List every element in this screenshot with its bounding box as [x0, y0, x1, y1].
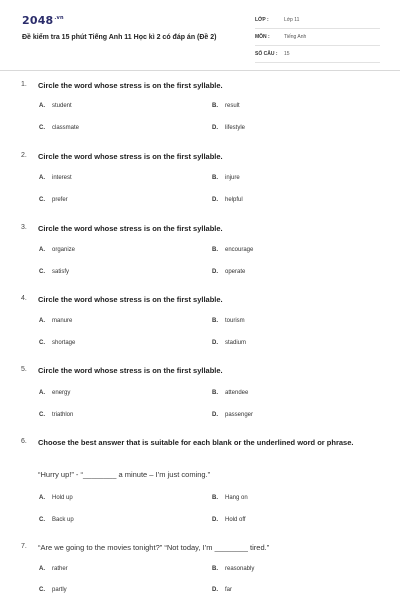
meta-class-label: LỚP :	[255, 17, 269, 23]
option-text: passenger	[225, 412, 254, 418]
meta-count-row	[255, 49, 380, 63]
question-number: 7.	[21, 543, 27, 550]
option-c[interactable]	[39, 269, 69, 281]
meta-class-value: Lớp 11	[284, 17, 300, 23]
option-letter: D.	[212, 412, 218, 418]
option-letter: B.	[212, 175, 218, 181]
logo-main: 2048	[22, 14, 54, 27]
option-a[interactable]	[39, 247, 75, 259]
option-letter: D.	[212, 125, 218, 131]
option-text: satisfy	[52, 269, 70, 275]
option-b[interactable]	[212, 495, 248, 507]
meta-class-row	[255, 15, 380, 29]
option-text: student	[52, 103, 72, 109]
option-text: interest	[52, 175, 72, 181]
page-header	[0, 0, 400, 71]
option-letter: B.	[212, 318, 218, 324]
option-text: reasonably	[225, 566, 255, 572]
logo-suffix: .vn	[54, 15, 64, 22]
option-text: triathlon	[52, 412, 74, 418]
document-title: Đề kiểm tra 15 phút Tiếng Anh 11 Học kì 2 có đáp án (Đề 2)	[22, 34, 217, 41]
option-d[interactable]	[212, 412, 253, 424]
option-a[interactable]	[39, 495, 73, 507]
option-letter: D.	[212, 340, 218, 346]
question-sentence: “Hurry up!” - “________ a minute – I’m just coming.”	[38, 470, 211, 479]
question-text: Circle the word whose stress is on the first syllable.	[38, 366, 223, 375]
option-a[interactable]	[39, 390, 70, 402]
option-letter: D.	[212, 587, 218, 593]
option-text: classmate	[52, 125, 80, 131]
option-text: tourism	[225, 318, 245, 324]
option-letter: B.	[212, 247, 218, 253]
option-letter: A.	[39, 103, 45, 109]
option-text: far	[225, 587, 233, 593]
option-text: partly	[52, 587, 67, 593]
option-d[interactable]	[212, 125, 245, 137]
option-text: organize	[52, 247, 76, 253]
option-letter: A.	[39, 566, 45, 572]
question-text: Circle the word whose stress is on the first syllable.	[38, 224, 223, 233]
option-text: result	[225, 103, 240, 109]
option-letter: D.	[212, 269, 218, 275]
option-letter: A.	[39, 175, 45, 181]
option-a[interactable]	[39, 103, 72, 115]
option-text: injure	[225, 175, 240, 181]
option-c[interactable]	[39, 587, 67, 599]
option-b[interactable]	[212, 175, 240, 187]
option-d[interactable]	[212, 197, 243, 209]
option-letter: B.	[212, 390, 218, 396]
meta-subject-label: MÔN :	[255, 34, 270, 40]
option-c[interactable]	[39, 412, 73, 424]
option-letter: B.	[212, 566, 218, 572]
option-letter: C.	[39, 340, 45, 346]
meta-subject-value: Tiếng Anh	[284, 34, 307, 40]
option-text: stadium	[225, 340, 247, 346]
meta-subject-row	[255, 32, 380, 46]
option-a[interactable]	[39, 566, 68, 578]
option-c[interactable]	[39, 340, 75, 352]
option-d[interactable]	[212, 517, 246, 529]
option-c[interactable]	[39, 197, 68, 209]
option-text: Hang on	[225, 495, 248, 501]
question-text: Choose the best answer that is suitable for each blank or the underlined word or phrase.	[38, 438, 354, 447]
question-text: Circle the word whose stress is on the first syllable.	[38, 295, 223, 304]
option-text: energy	[52, 390, 71, 396]
option-text: prefer	[52, 197, 68, 203]
site-logo[interactable]	[22, 14, 64, 27]
option-letter: C.	[39, 587, 45, 593]
question-number: 5.	[21, 366, 27, 373]
option-text: rather	[52, 566, 68, 572]
option-c[interactable]	[39, 517, 74, 529]
option-letter: B.	[212, 103, 218, 109]
option-text: shortage	[52, 340, 76, 346]
question-number: 4.	[21, 295, 27, 302]
option-letter: C.	[39, 125, 45, 131]
option-text: lifestyle	[225, 125, 246, 131]
question-text: “Are we going to the movies tonight?” “Not today, I’m ________ tired.”	[38, 543, 270, 552]
quiz-meta	[255, 15, 380, 66]
option-b[interactable]	[212, 103, 240, 115]
option-text: Hold up	[52, 495, 73, 501]
option-d[interactable]	[212, 587, 232, 599]
option-b[interactable]	[212, 566, 254, 578]
question-number: 6.	[21, 438, 27, 445]
option-letter: B.	[212, 495, 218, 501]
question-number: 1.	[21, 81, 27, 88]
option-b[interactable]	[212, 390, 248, 402]
option-b[interactable]	[212, 318, 245, 330]
question-text: Circle the word whose stress is on the first syllable.	[38, 81, 223, 90]
question-number: 3.	[21, 224, 27, 231]
option-letter: C.	[39, 197, 45, 203]
option-b[interactable]	[212, 247, 253, 259]
option-c[interactable]	[39, 125, 79, 137]
meta-count-label: SỐ CÂU :	[255, 51, 278, 57]
question-text: Circle the word whose stress is on the first syllable.	[38, 152, 223, 161]
meta-count-value: 15	[284, 51, 290, 57]
option-letter: A.	[39, 318, 45, 324]
option-d[interactable]	[212, 340, 246, 352]
option-text: Back up	[52, 517, 74, 523]
option-d[interactable]	[212, 269, 245, 281]
option-letter: C.	[39, 269, 45, 275]
option-text: helpful	[225, 197, 243, 203]
option-text: encourage	[225, 247, 254, 253]
option-letter: A.	[39, 247, 45, 253]
option-letter: A.	[39, 495, 45, 501]
option-text: operate	[225, 269, 246, 275]
option-text: manure	[52, 318, 73, 324]
option-letter: D.	[212, 517, 218, 523]
option-text: Hold off	[225, 517, 246, 523]
option-a[interactable]	[39, 318, 72, 330]
option-letter: A.	[39, 390, 45, 396]
option-letter: C.	[39, 412, 45, 418]
option-letter: C.	[39, 517, 45, 523]
question-number: 2.	[21, 152, 27, 159]
option-a[interactable]	[39, 175, 72, 187]
option-letter: D.	[212, 197, 218, 203]
option-text: attendee	[225, 390, 249, 396]
